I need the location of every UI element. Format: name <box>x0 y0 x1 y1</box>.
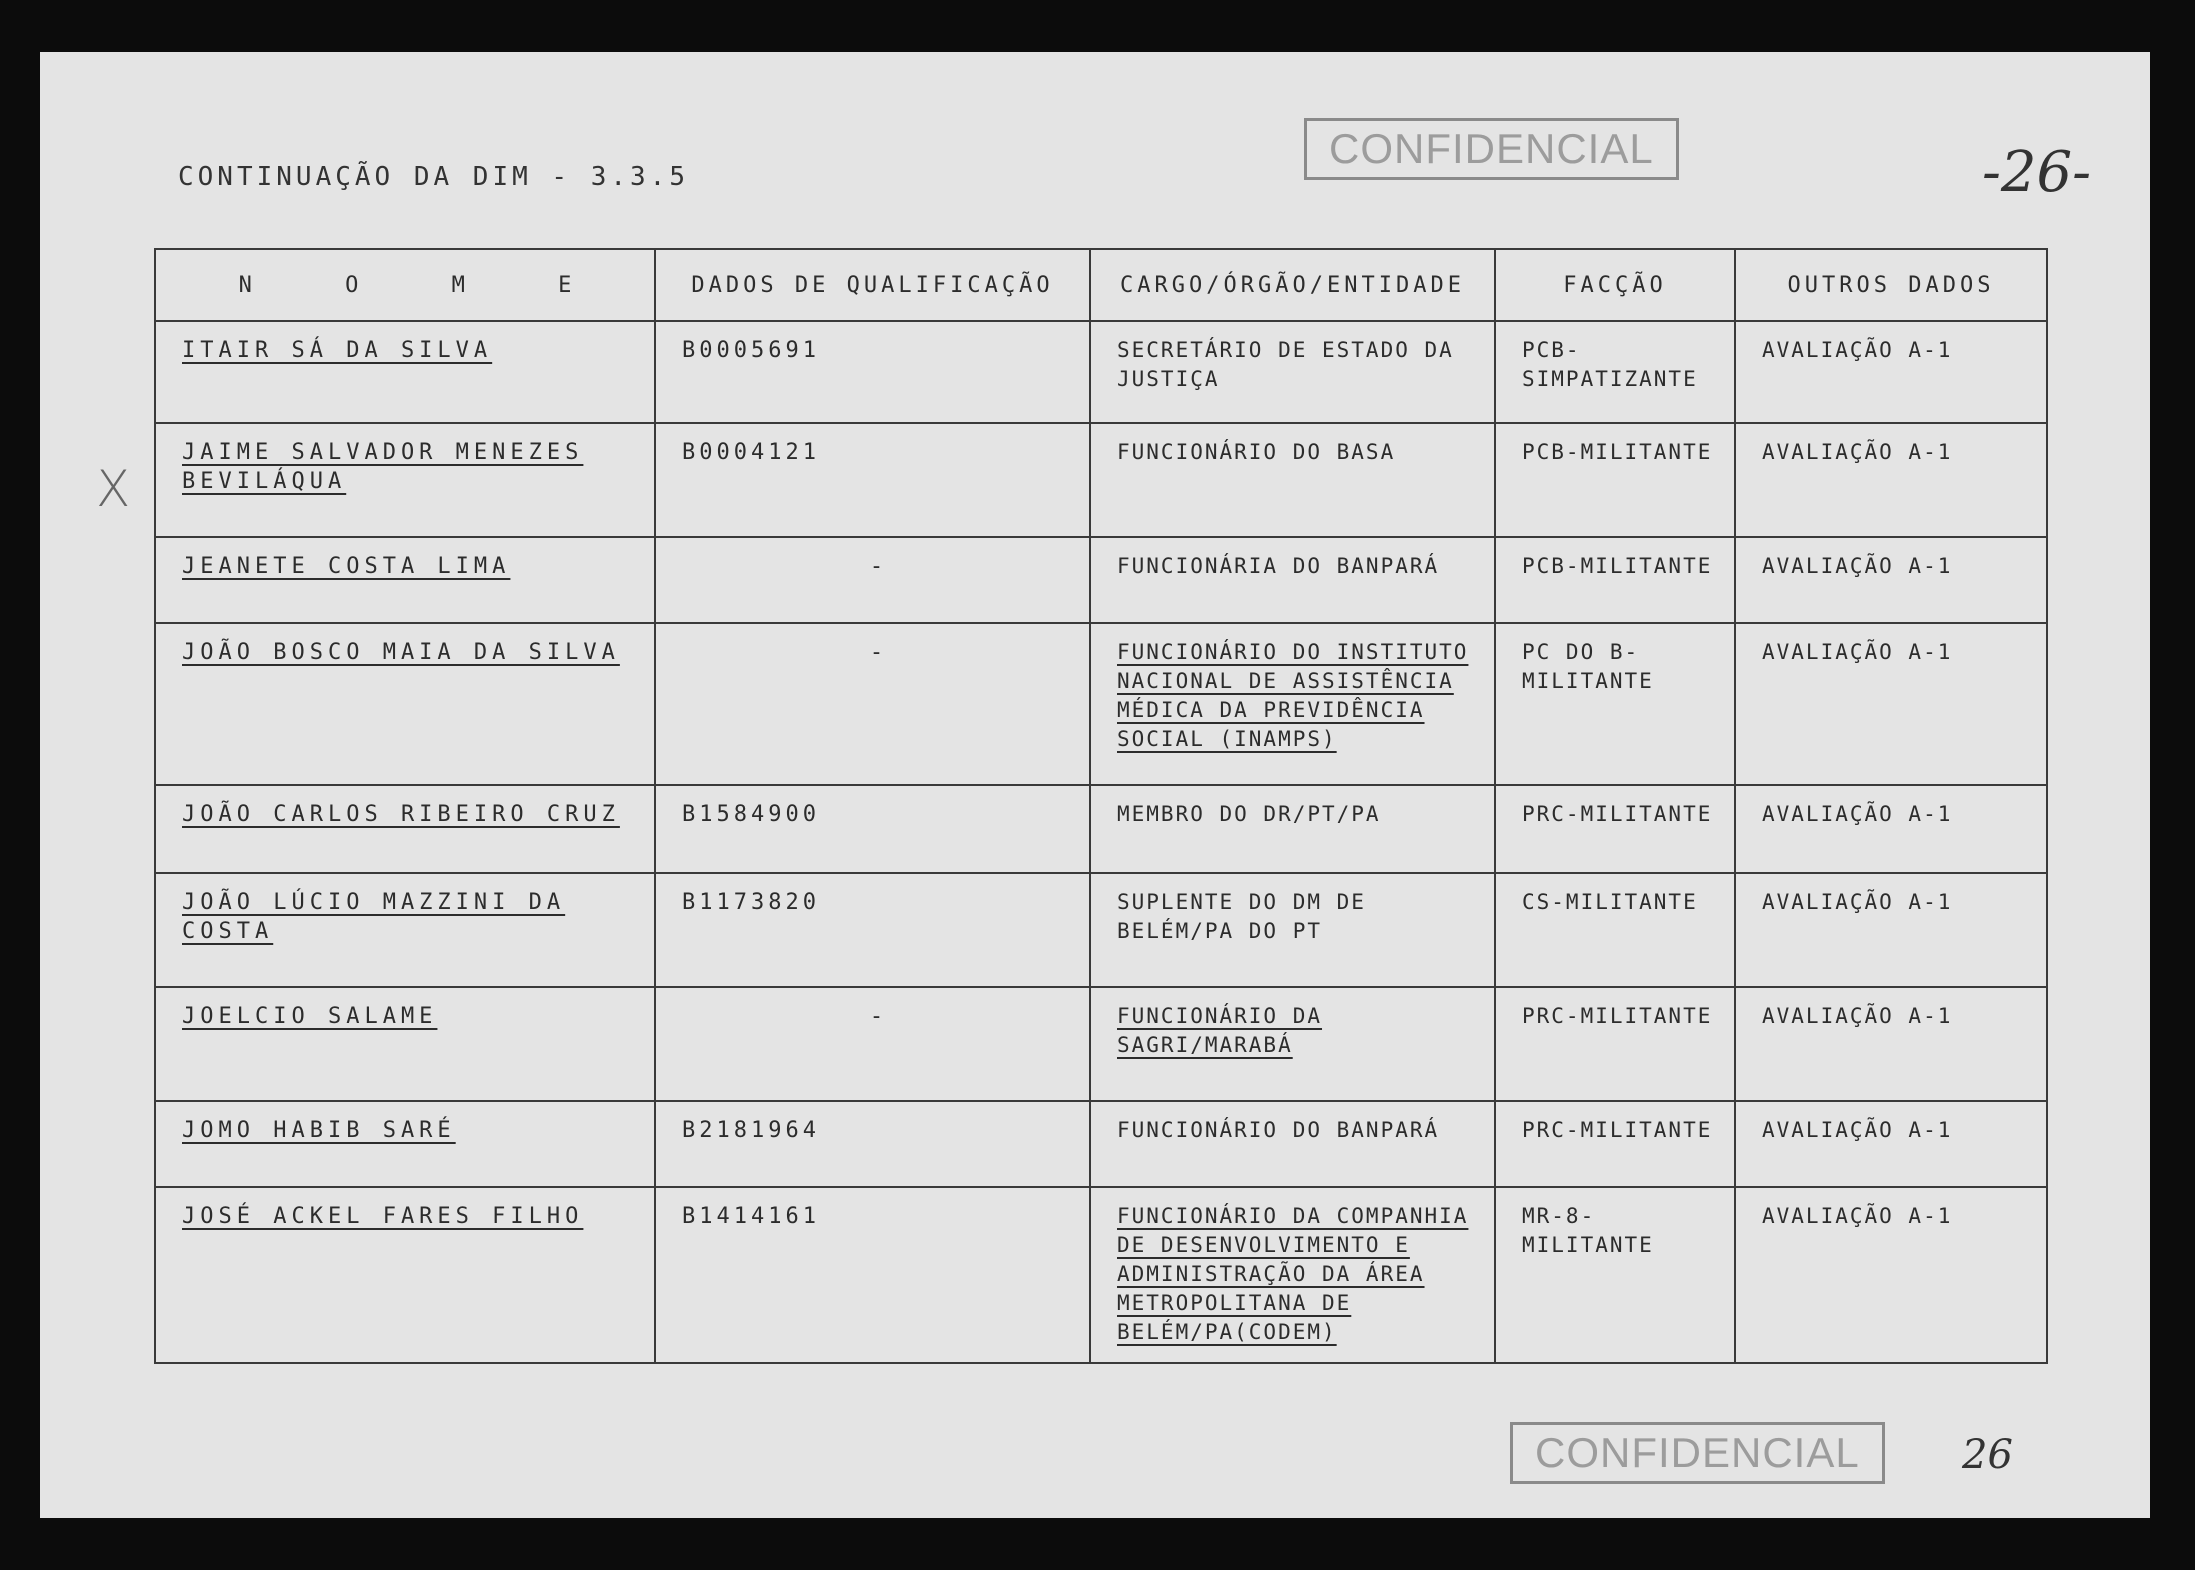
cell-dados: B0004121 <box>655 423 1090 537</box>
table-header-row <box>155 249 2047 321</box>
cell-cargo: FUNCIONÁRIO DA COMPANHIA DE DESENVOLVIMENTO E ADMINISTRAÇÃO DA ÁREA METROPOLITANA DE BELÉM/PA(CODEM) <box>1117 1204 1469 1344</box>
cell-nome: JOÃO BOSCO MAIA DA SILVA <box>182 640 620 665</box>
cell-outros: AVALIAÇÃO A-1 <box>1735 321 2047 423</box>
cell-faccao: CS-MILITANTE <box>1495 873 1735 987</box>
cell-dados: B1414161 <box>655 1187 1090 1363</box>
cell-outros: AVALIAÇÃO A-1 <box>1735 623 2047 785</box>
cell-cargo: FUNCIONÁRIO DO INSTITUTO NACIONAL DE ASSISTÊNCIA MÉDICA DA PREVIDÊNCIA SOCIAL (INAMPS) <box>1117 640 1469 751</box>
cell-cargo: FUNCIONÁRIA DO BANPARÁ <box>1090 537 1495 623</box>
table-row <box>155 873 2047 987</box>
cell-nome: JOÃO LÚCIO MAZZINI DA COSTA <box>182 890 566 944</box>
header-outros: OUTROS DADOS <box>1735 249 2047 321</box>
cell-cargo: FUNCIONÁRIO DA SAGRI/MARABÁ <box>1117 1004 1323 1057</box>
table-row <box>155 1187 2047 1363</box>
table-row <box>155 785 2047 873</box>
table-row <box>155 321 2047 423</box>
header-dados: DADOS DE QUALIFICAÇÃO <box>655 249 1090 321</box>
cell-dados: - <box>655 537 1090 623</box>
page-number-bottom: 26 <box>1962 1432 2013 1478</box>
cell-nome: JAIME SALVADOR MENEZES BEVILÁQUA <box>182 440 584 494</box>
confidential-stamp-top: CONFIDENCIAL <box>1304 118 1679 180</box>
cell-outros: AVALIAÇÃO A-1 <box>1735 785 2047 873</box>
cell-faccao: PC DO B-MILITANTE <box>1495 623 1735 785</box>
document-page <box>40 52 2150 1518</box>
page-number-handwritten: -26- <box>1982 140 2092 205</box>
cell-cargo: MEMBRO DO DR/PT/PA <box>1090 785 1495 873</box>
table-row <box>155 987 2047 1101</box>
cell-nome: JOMO HABIB SARÉ <box>182 1118 456 1143</box>
document-header: CONTINUAÇÃO DA DIM - 3.3.5 <box>178 162 689 192</box>
table-row <box>155 537 2047 623</box>
cell-nome: JOÃO CARLOS RIBEIRO CRUZ <box>182 802 620 827</box>
cell-nome: JEANETE COSTA LIMA <box>182 554 511 579</box>
cell-outros: AVALIAÇÃO A-1 <box>1735 1187 2047 1363</box>
cell-nome: JOSÉ ACKEL FARES FILHO <box>182 1204 584 1229</box>
header-faccao: FACÇÃO <box>1495 249 1735 321</box>
cell-outros: AVALIAÇÃO A-1 <box>1735 423 2047 537</box>
cell-dados: B0005691 <box>655 321 1090 423</box>
cell-outros: AVALIAÇÃO A-1 <box>1735 873 2047 987</box>
cell-cargo: SECRETÁRIO DE ESTADO DA JUSTIÇA <box>1090 321 1495 423</box>
cell-faccao: PRC-MILITANTE <box>1495 987 1735 1101</box>
cell-faccao: PCB-MILITANTE <box>1495 537 1735 623</box>
cell-dados: B2181964 <box>655 1101 1090 1187</box>
cell-nome: ITAIR SÁ DA SILVA <box>182 338 493 363</box>
header-cargo: CARGO/ÓRGÃO/ENTIDADE <box>1090 249 1495 321</box>
cell-cargo: FUNCIONÁRIO DO BASA <box>1090 423 1495 537</box>
cell-cargo: SUPLENTE DO DM DE BELÉM/PA DO PT <box>1090 873 1495 987</box>
records-table <box>154 248 2048 1364</box>
cell-faccao: MR-8-MILITANTE <box>1495 1187 1735 1363</box>
cell-cargo: FUNCIONÁRIO DO BANPARÁ <box>1090 1101 1495 1187</box>
table-row <box>155 1101 2047 1187</box>
cell-dados: - <box>655 987 1090 1101</box>
cell-dados: B1173820 <box>655 873 1090 987</box>
cell-outros: AVALIAÇÃO A-1 <box>1735 987 2047 1101</box>
cell-dados: B1584900 <box>655 785 1090 873</box>
cell-outros: AVALIAÇÃO A-1 <box>1735 537 2047 623</box>
cell-faccao: PCB-MILITANTE <box>1495 423 1735 537</box>
cell-outros: AVALIAÇÃO A-1 <box>1735 1101 2047 1187</box>
header-nome: N O M E <box>155 249 655 321</box>
cell-faccao: PRC-MILITANTE <box>1495 785 1735 873</box>
margin-mark: X <box>96 460 131 518</box>
confidential-stamp-bottom: CONFIDENCIAL <box>1510 1422 1885 1484</box>
cell-nome: JOELCIO SALAME <box>182 1004 438 1029</box>
table-row <box>155 623 2047 785</box>
cell-faccao: PRC-MILITANTE <box>1495 1101 1735 1187</box>
cell-faccao: PCB-SIMPATIZANTE <box>1495 321 1735 423</box>
cell-dados: - <box>655 623 1090 785</box>
table-row <box>155 423 2047 537</box>
